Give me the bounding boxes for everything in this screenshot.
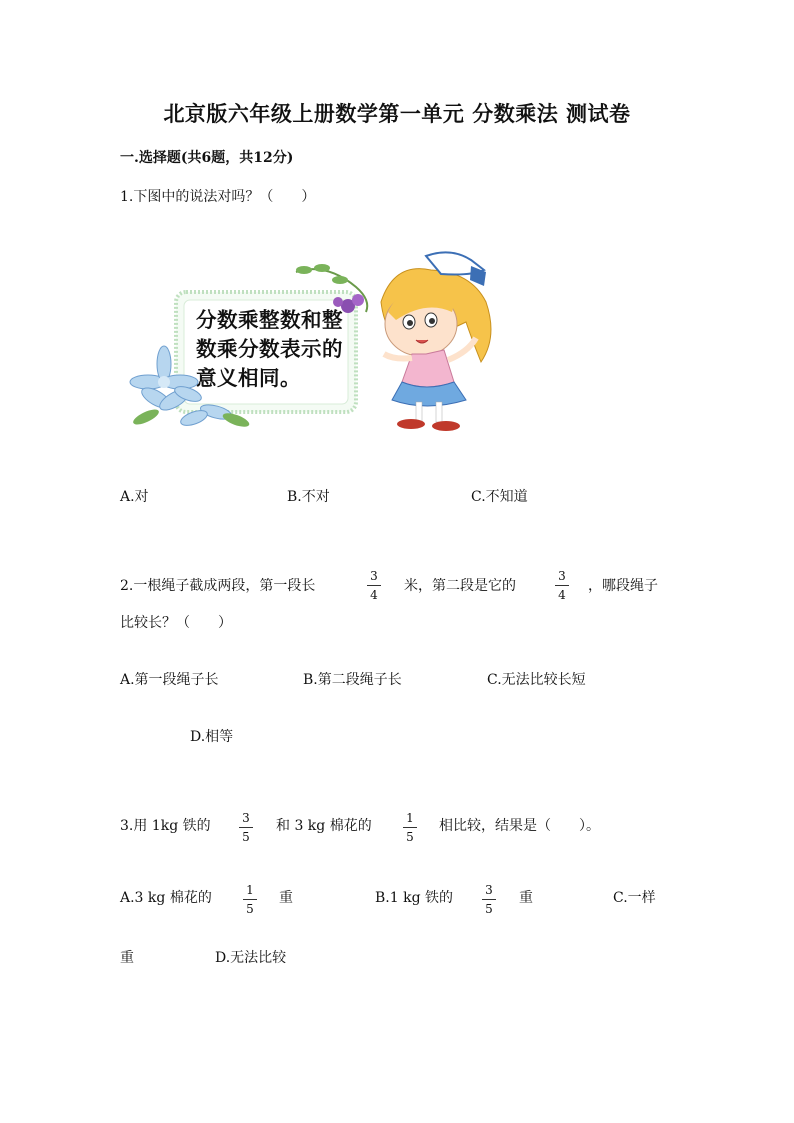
q1-board-text: 分数乘整数和整数乘分数表示的意义相同。 xyxy=(196,308,343,390)
fraction-bar xyxy=(482,899,496,900)
q2-option-d[interactable]: D.相等 xyxy=(190,729,234,745)
q3-option-b-denominator: 5 xyxy=(485,902,493,916)
q3-fraction-2 xyxy=(403,811,417,844)
q3-fraction-1 xyxy=(239,811,253,844)
q2-fraction-1 xyxy=(367,569,381,602)
q2-fraction-1-numerator: 3 xyxy=(370,569,378,583)
q2-fraction-2-denominator: 4 xyxy=(558,588,566,602)
q3-option-a-numerator: 1 xyxy=(246,883,254,897)
q1-option-a[interactable]: A.对 xyxy=(120,489,149,505)
q3-fraction-1-denominator: 5 xyxy=(242,830,250,844)
q2-option-b[interactable]: B.第二段绳子长 xyxy=(303,672,402,688)
fraction-bar xyxy=(367,585,381,586)
q3-stem-part3: 相比较，结果是（ ）。 xyxy=(439,818,600,834)
q3-option-b-numerator: 3 xyxy=(485,883,493,897)
q3-stem-part2: 和 3 kg 棉花的 xyxy=(276,818,372,834)
q2-fraction-1-denominator: 4 xyxy=(370,588,378,602)
q3-option-a-fraction xyxy=(243,883,257,916)
q2-option-a[interactable]: A.第一段绳子长 xyxy=(120,672,219,688)
q3-option-b-suffix: 重 xyxy=(519,890,533,906)
q3-option-b-fraction xyxy=(482,883,496,916)
q2-fraction-2-numerator: 3 xyxy=(558,569,566,583)
q3-option-c-text[interactable]: C.一样 xyxy=(613,890,656,906)
q3-option-a-suffix: 重 xyxy=(279,890,293,906)
q2-option-c[interactable]: C.无法比较长短 xyxy=(487,672,586,688)
q3-option-a-text[interactable]: A.3 kg 棉花的 xyxy=(120,890,212,906)
q2-stem-part2: 米，第二段是它的 xyxy=(404,578,516,594)
q2-stem-part3: ，哪段绳子 xyxy=(588,578,658,594)
fraction-bar xyxy=(555,585,569,586)
q2-stem-part1: 2.一根绳子截成两段，第一段长 xyxy=(120,578,316,594)
q3-option-b-text[interactable]: B.1 kg 铁的 xyxy=(375,890,453,906)
q3-option-c-continued: 重 xyxy=(120,950,134,966)
q3-option-d[interactable]: D.无法比较 xyxy=(215,950,287,966)
q1-illustration xyxy=(126,242,516,437)
q1-stem: 1.下图中的说法对吗？（ ） xyxy=(120,189,316,205)
q2-stem-line2: 比较长？（ ） xyxy=(120,615,232,631)
q3-option-a-denominator: 5 xyxy=(246,902,254,916)
q2-fraction-2 xyxy=(555,569,569,602)
q1-option-c[interactable]: C.不知道 xyxy=(471,489,528,505)
q3-stem-part1: 3.用 1kg 铁的 xyxy=(120,818,211,834)
page-title: 北京版六年级上册数学第一单元 分数乘法 测试卷 xyxy=(163,101,631,126)
q1-option-b[interactable]: B.不对 xyxy=(287,489,330,505)
section-heading: 一.选择题(共6题，共12分) xyxy=(120,150,294,166)
fraction-bar xyxy=(403,827,417,828)
q3-fraction-2-denominator: 5 xyxy=(406,830,414,844)
q3-fraction-2-numerator: 1 xyxy=(406,811,414,825)
fraction-bar xyxy=(239,827,253,828)
q3-fraction-1-numerator: 3 xyxy=(242,811,250,825)
fraction-bar xyxy=(243,899,257,900)
